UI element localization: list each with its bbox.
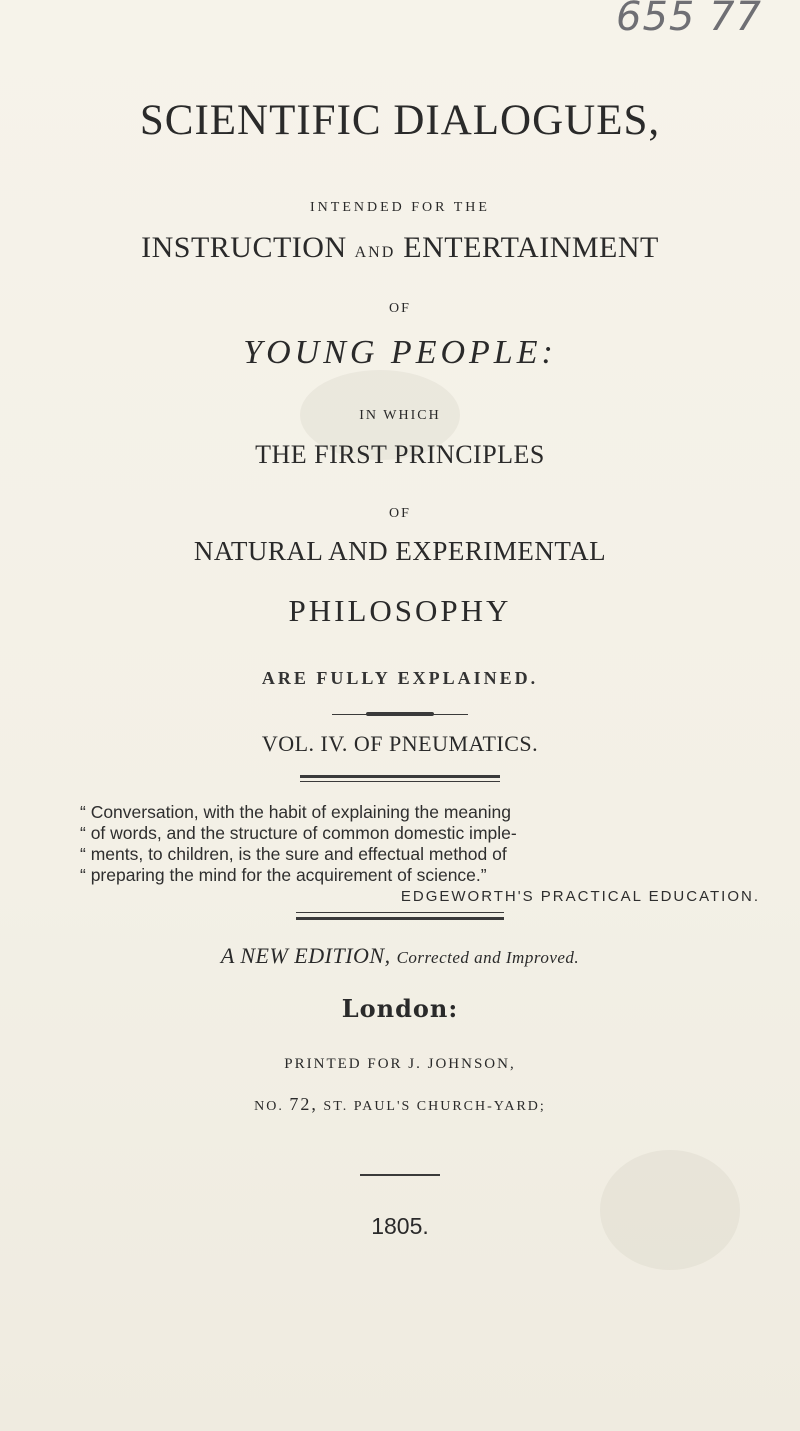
double-rule-bottom — [300, 781, 500, 782]
ornament-rule-thick — [366, 712, 434, 716]
place-of-publication: London: — [341, 994, 459, 1023]
address-line — [0, 1094, 800, 1115]
epigraph — [80, 802, 770, 907]
edition-line — [0, 943, 800, 969]
epigraph-line: “ of words, and the structure of common domestic imple- — [80, 823, 517, 843]
address-number: 72, — [289, 1094, 318, 1114]
first-principles-line: THE FIRST PRINCIPLES — [255, 440, 545, 469]
in-which-line: IN WHICH — [359, 408, 441, 423]
book-title: SCIENTIFIC DIALOGUES, — [139, 97, 661, 144]
entertainment-word: ENTERTAINMENT — [403, 231, 659, 264]
instruction-word: INSTRUCTION — [141, 231, 347, 264]
paper-stain — [600, 1150, 740, 1270]
and-word: AND — [354, 244, 396, 261]
philosophy-line: PHILOSOPHY — [288, 593, 512, 628]
short-rule — [360, 1174, 440, 1176]
volume-line: VOL. IV. OF PNEUMATICS. — [261, 731, 539, 756]
double-rule-bottom — [296, 917, 504, 920]
epigraph-line: “ preparing the mind for the acquirement of science.” — [80, 865, 487, 885]
edition-sub: Corrected and Improved. — [396, 948, 580, 967]
double-rule-top — [296, 912, 504, 913]
publication-year: 1805. — [371, 1213, 429, 1239]
address-rest: ST. PAUL'S CHURCH-YARD; — [323, 1099, 546, 1114]
epigraph-line: “ ments, to children, is the sure and effectual method of — [80, 844, 507, 864]
instruction-line — [0, 231, 800, 265]
double-rule-top — [300, 775, 500, 778]
of-line-1: OF — [389, 301, 411, 316]
shelf-mark: 655 77 — [616, 0, 762, 40]
intended-line: INTENDED FOR THE — [310, 200, 490, 215]
printer-line: PRINTED FOR J. JOHNSON, — [284, 1056, 516, 1072]
of-line-2: OF — [389, 506, 411, 521]
young-people-line: YOUNG PEOPLE: — [243, 334, 557, 371]
epigraph-line: “ Conversation, with the habit of explaining the meaning — [80, 802, 511, 822]
fully-explained-line: ARE FULLY EXPLAINED. — [261, 668, 539, 688]
epigraph-attribution: EDGEWORTH'S PRACTICAL EDUCATION. — [400, 888, 760, 905]
edition-main: A NEW EDITION, — [220, 943, 391, 968]
natural-experimental-line: NATURAL AND EXPERIMENTAL — [193, 536, 607, 566]
address-prefix: NO. — [254, 1099, 284, 1114]
